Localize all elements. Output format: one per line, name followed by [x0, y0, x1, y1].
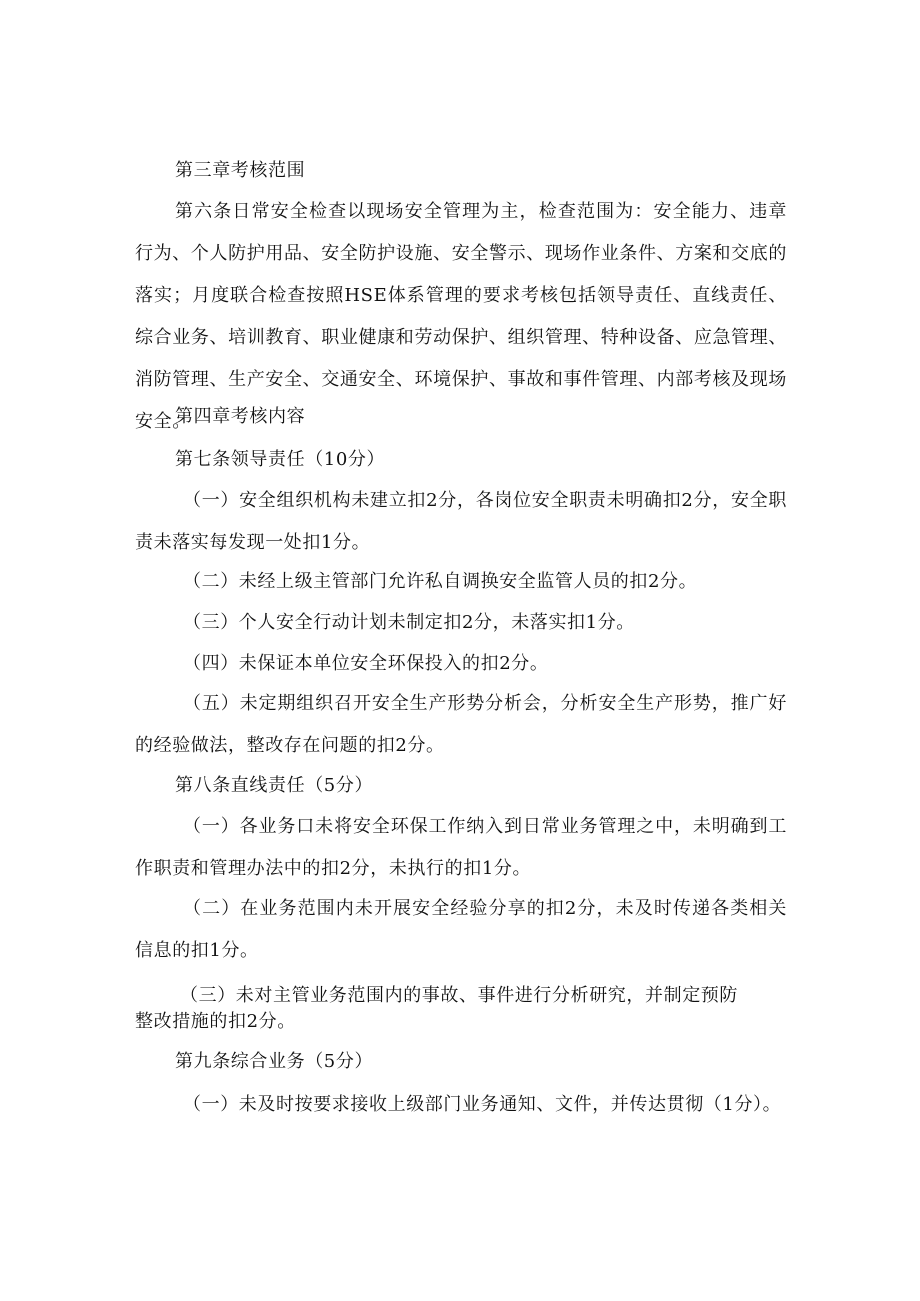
article-8-item-3-line-2: 整改措施的扣2分。 — [135, 1011, 296, 1032]
article-7-item-1: （一）安全组织机构未建立扣2分，各岗位安全职责未明确扣2分，安全职责未落实每发现一处扣1分。 — [135, 490, 787, 553]
article-8-title: 第八条直线责任（5分） — [175, 775, 374, 796]
article-7-item-5: （五）未定期组织召开安全生产形势分析会，分析安全生产形势，推广好的经验做法，整改存在问题的扣2分。 — [135, 693, 787, 756]
chapter-4-title: 第四章考核内容 — [175, 406, 306, 427]
article-7-title: 第七条领导责任（10分） — [175, 449, 386, 470]
article-9-item-1: （一）未及时按要求接收上级部门业务通知、文件，并传达贯彻（1分）。 — [183, 1094, 782, 1115]
chapter-3-title: 第三章考核范围 — [175, 160, 306, 181]
article-7-item-2: （二）未经上级主管部门允许私自调换安全监管人员的扣2分。 — [183, 571, 698, 592]
article-8-item-2: （二）在业务范围内未开展安全经验分享的扣2分，未及时传递各类相关信息的扣1分。 — [135, 898, 787, 961]
article-9-title: 第九条综合业务（5分） — [175, 1051, 374, 1072]
article-8-item-3-line-1: （三）未对主管业务范围内的事故、事件进行分析研究，并制定预防 — [180, 985, 738, 1006]
article-7-item-3: （三）个人安全行动计划未制定扣2分，未落实扣1分。 — [183, 612, 635, 633]
article-7-item-4: （四）未保证本单位安全环保投入的扣2分。 — [183, 653, 549, 674]
article-8-item-1: （一）各业务口未将安全环保工作纳入到日常业务管理之中，未明确到工作职责和管理办法中的扣2分，未执行的扣1分。 — [135, 816, 787, 879]
article-6-paragraph: 第六条日常安全检查以现场安全管理为主，检查范围为：安全能力、违章行为、个人防护用品、安全防护设施、安全警示、现场作业条件、方案和交底的落实；月度联合检查按照HSE体系管理的要求考核包括领导责任、直线责任、综合业务、培训教育、职业健康和劳动保护、组织管理、特种设备、应急管理、消防管理、生产安全、交通安全、环境保护、事故和事件管理、内部考核及现场安全。 — [135, 201, 787, 432]
